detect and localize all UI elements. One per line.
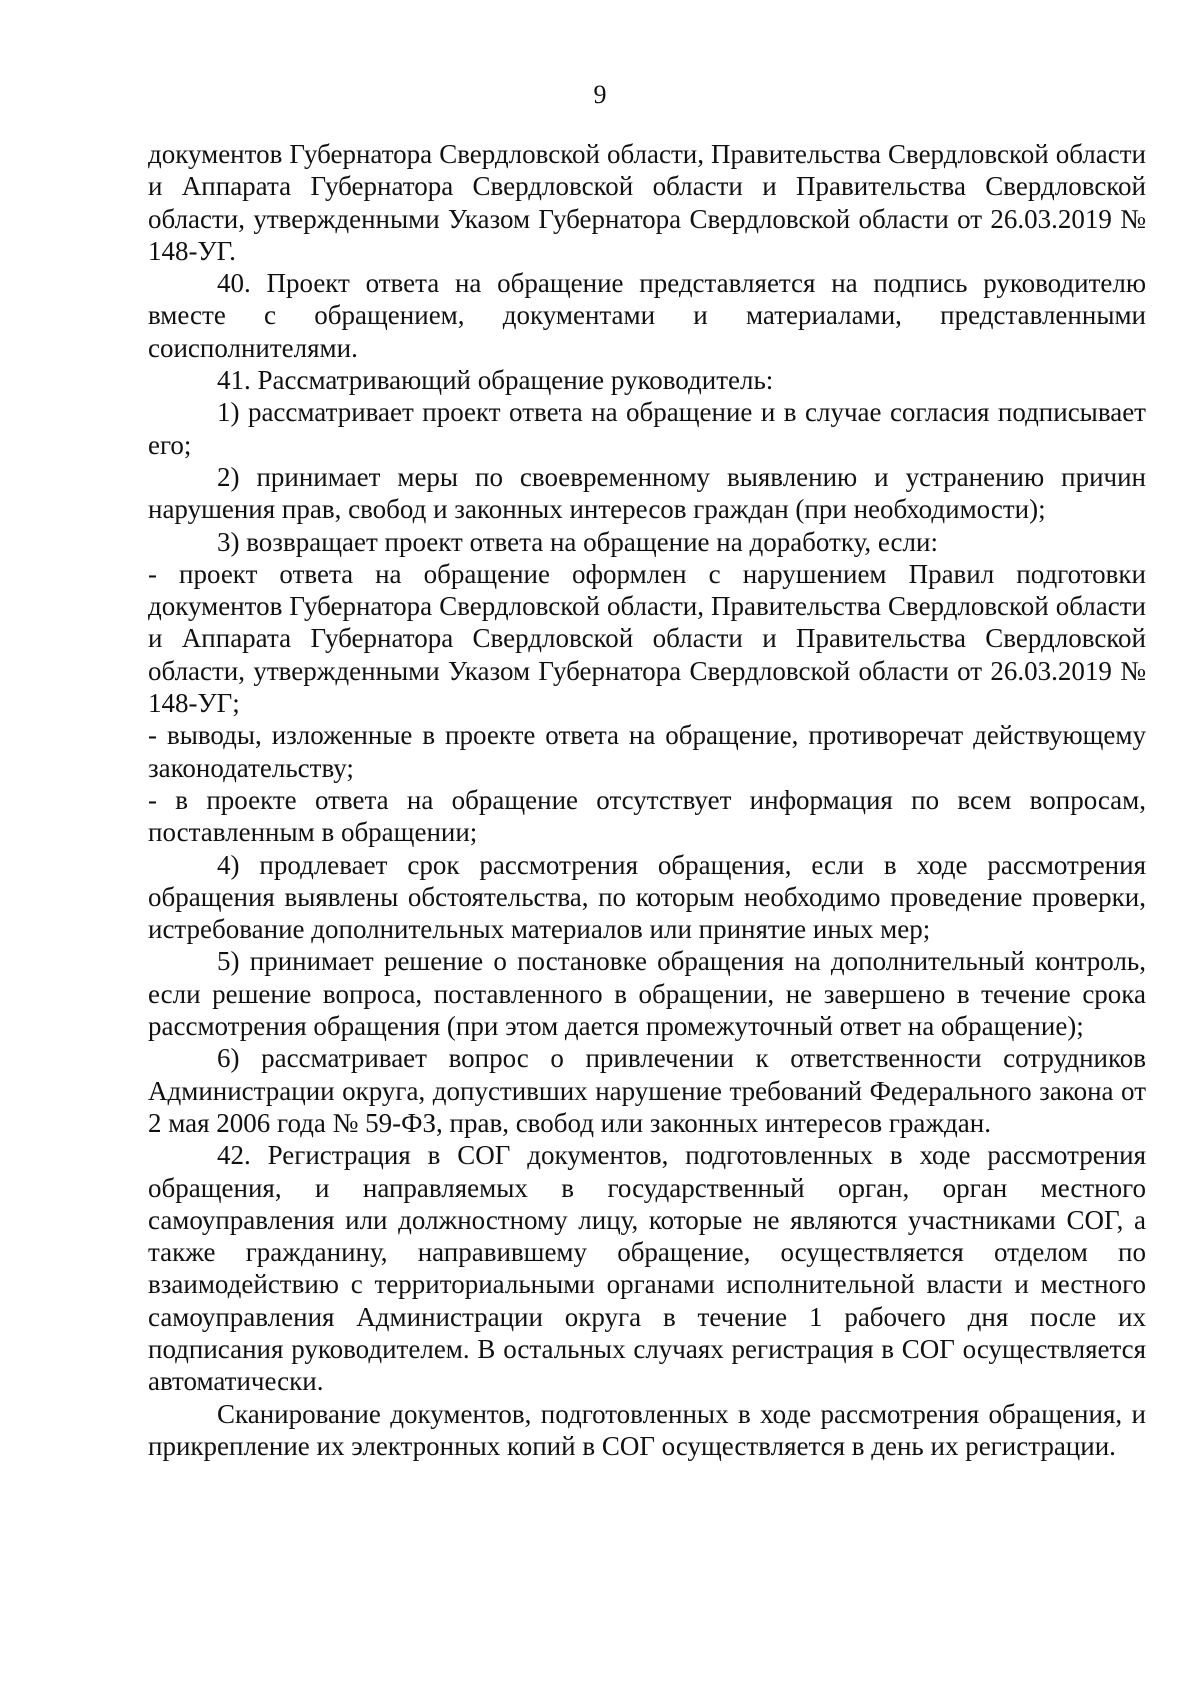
paragraph-42: 42. Регистрация в СОГ документов, подготовленных в ходе рассмотрения обращения, и направляемых в государственный орган, орган местного самоуправления или должностному лицу, которые не являются участниками СОГ, а также гражданину, направившему обращение, осуществляется отделом по взаимодействию с территориальными органами исполнительной власти и местного самоуправления Администрации округа в течение 1 рабочего дня после их подписания руководителем. В остальных случаях регистрация в СОГ осуществляется автоматически.: [148, 1140, 1146, 1397]
paragraph-41-item-4: 4) продлевает срок рассмотрения обращения, если в ходе рассмотрения обращения выявлены обстоятельства, по которым необходимо проведение проверки, истребование дополнительных материалов или принятие иных мер;: [148, 849, 1146, 945]
paragraph-40: 40. Проект ответа на обращение представляется на подпись руководителю вместе с обращением, документами и материалами, представленными соисполнителями.: [148, 268, 1146, 363]
paragraph-41: 41. Рассматривающий обращение руководитель:: [217, 365, 774, 396]
paragraph-continuation: документов Губернатора Свердловской области, Правительства Свердловской области и Аппарата Губернатора Свердловской области и Правительства Свердловской области, утвержденными Указом Губернатора Свердловской области от 26.03.2019 № 148-УГ.: [148, 139, 1146, 266]
paragraph-41-item-3-bullet-c: - в проекте ответа на обращение отсутствует информация по всем вопросам, поставленным в обращении;: [148, 784, 1146, 848]
paragraph-41-item-1: 1) рассматривает проект ответа на обращение и в случае согласия подписывает его;: [148, 397, 1146, 460]
paragraph-41-item-2: 2) принимает меры по своевременному выявлению и устранению причин нарушения прав, свобод и законных интересов граждан (при необходимости);: [148, 461, 1146, 525]
page-number: 9: [593, 80, 607, 109]
paragraph-41-item-3-bullet-a: - проект ответа на обращение оформлен с нарушением Правил подготовки документов Губернатора Свердловской области, Правительства Свердловской области и Аппарата Губернатора Свердловской области и Правительства Свердловской области, утвержденными Указом Губернатора Свердловской области от 26.03.2019 № 148-УГ;: [148, 558, 1146, 719]
paragraph-41-item-5: 5) принимает решение о постановке обращения на дополнительный контроль, если решение вопроса, поставленного в обращении, не завершено в течение срока рассмотрения обращения (при этом дается промежуточный ответ на обращение);: [148, 946, 1146, 1042]
paragraph-41-item-3: 3) возвращает проект ответа на обращение на доработку, если:: [217, 526, 938, 557]
paragraph-41-item-6: 6) рассматривает вопрос о привлечении к ответственности сотрудников Администрации округа, допустивших нарушение требований Федерального закона от 2 мая 2006 года № 59-ФЗ, прав, свобод или законных интересов граждан.: [148, 1043, 1146, 1138]
paragraph-41-item-3-bullet-b: - выводы, изложенные в проекте ответа на обращение, противоречат действующему законодательству;: [148, 720, 1146, 783]
document-body: [148, 138, 1146, 1462]
paragraph-42-scanning: Сканирование документов, подготовленных в ходе рассмотрения обращения, и прикрепление их электронных копий в СОГ осуществляется в день их регистрации.: [148, 1398, 1146, 1461]
